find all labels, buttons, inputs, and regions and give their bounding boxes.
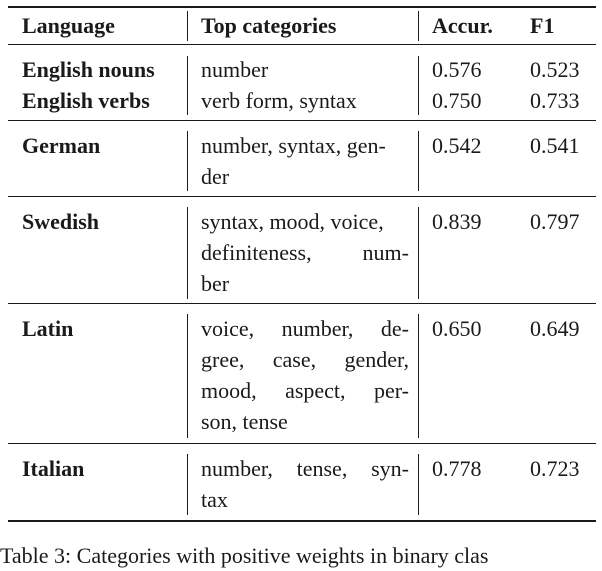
header-top-categories: Top categories xyxy=(201,13,337,38)
row-accuracy: 0.839 xyxy=(432,209,482,234)
top-rule xyxy=(8,6,596,8)
row-categories xyxy=(201,453,409,515)
categories-line: number, syntax, gen- xyxy=(201,133,386,158)
row-separator-3a xyxy=(187,207,188,299)
row-separator-4b xyxy=(418,314,419,438)
row-language: English nouns xyxy=(22,57,155,82)
row-accuracy: 0.576 xyxy=(432,57,482,82)
row-f1: 0.723 xyxy=(530,456,580,481)
header-f1: F1 xyxy=(530,13,555,38)
row-f1: 0.541 xyxy=(530,133,580,158)
header-language: Language xyxy=(22,13,115,38)
header-accuracy: Accur. xyxy=(432,13,493,38)
row-rule-4 xyxy=(8,443,596,444)
categories-line: verb form, syntax xyxy=(201,88,357,113)
row-categories xyxy=(201,130,409,192)
row-separator-4a xyxy=(187,314,188,438)
header-separator-1 xyxy=(187,11,188,41)
row-language: English verbs xyxy=(22,88,150,113)
row-accuracy: 0.750 xyxy=(432,88,482,113)
row-f1: 0.733 xyxy=(530,88,580,113)
row-f1: 0.797 xyxy=(530,209,580,234)
row-separator-3b xyxy=(418,207,419,299)
header-separator-2 xyxy=(418,11,419,41)
row-categories xyxy=(201,206,409,299)
row-separator-2b xyxy=(418,131,419,191)
categories-line: ber xyxy=(201,271,230,296)
row-f1: 0.649 xyxy=(530,316,580,341)
row-separator-5b xyxy=(418,454,419,515)
row-separator-2a xyxy=(187,131,188,191)
categories-line: der xyxy=(201,164,230,189)
categories-line: number xyxy=(201,57,269,82)
row-accuracy: 0.778 xyxy=(432,456,482,481)
row-separator-1b xyxy=(418,56,419,115)
categories-line: voice, number, de- xyxy=(201,316,409,341)
row-categories xyxy=(201,85,409,116)
header-rule xyxy=(8,44,596,45)
row-language: Italian xyxy=(22,456,85,481)
row-accuracy: 0.650 xyxy=(432,316,482,341)
categories-line: mood, aspect, per- xyxy=(201,378,409,403)
row-f1: 0.523 xyxy=(530,57,580,82)
row-rule-2 xyxy=(8,196,596,197)
row-categories xyxy=(201,313,409,437)
categories-line: son, tense xyxy=(201,409,288,434)
row-language: Latin xyxy=(22,316,74,341)
categories-line: syntax, mood, voice, xyxy=(201,209,384,234)
table-caption: Table 3: Categories with positive weights in binary clas xyxy=(0,543,489,568)
categories-line: number, tense, syn- xyxy=(201,456,409,481)
row-separator-1a xyxy=(187,56,188,115)
row-separator-5a xyxy=(187,454,188,515)
categories-line: definiteness, num- xyxy=(201,240,409,265)
row-categories xyxy=(201,54,409,85)
row-accuracy: 0.542 xyxy=(432,133,482,158)
row-language: German xyxy=(22,133,101,158)
categories-line: tax xyxy=(201,487,228,512)
bottom-rule xyxy=(8,520,596,522)
row-rule-1 xyxy=(8,120,596,121)
row-rule-3 xyxy=(8,303,596,304)
categories-line: gree, case, gender, xyxy=(201,347,409,372)
row-language: Swedish xyxy=(22,209,100,234)
